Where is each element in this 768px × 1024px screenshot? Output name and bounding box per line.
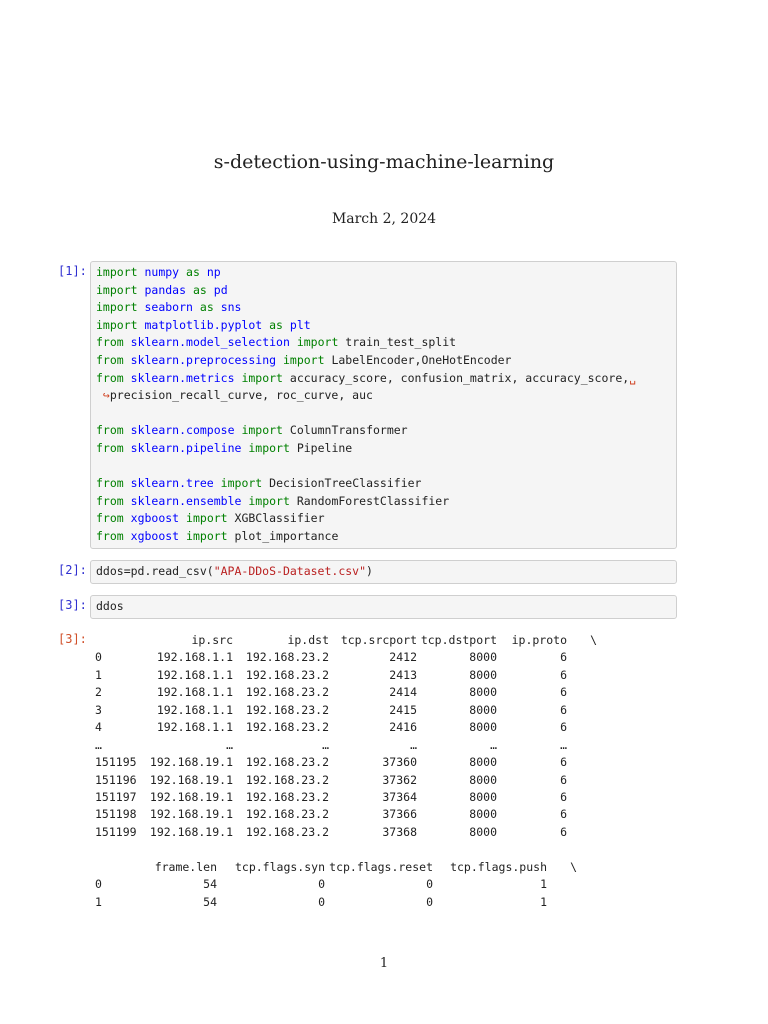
column-header: ip.src: [191, 633, 233, 647]
table-cell: 192.168.23.2: [245, 772, 329, 787]
cell-prompt: [2]:: [58, 563, 87, 577]
table-cell: 192.168.19.1: [149, 755, 233, 770]
table-cell: 192.168.1.1: [156, 702, 233, 717]
code-line: import pandas as pd: [96, 282, 228, 297]
output-prompt: [3]:: [58, 632, 87, 646]
column-header: tcp.flags.push: [450, 859, 547, 874]
table-cell: 8000: [469, 755, 497, 770]
table-cell: 0: [426, 894, 433, 909]
code-line: from xgboost import plot_importance: [96, 528, 339, 543]
table-cell: 4: [95, 720, 102, 735]
column-header: tcp.flags.reset: [329, 859, 433, 874]
table-cell: 2412: [389, 650, 417, 665]
table-cell: 6: [560, 755, 567, 770]
table-cell: …: [490, 737, 497, 752]
table-cell: 151199: [95, 824, 137, 839]
code-cell-source[interactable]: [91, 596, 676, 618]
table-row: [95, 824, 597, 841]
table-cell: 0: [95, 650, 102, 665]
table-cell: 192.168.1.1: [156, 650, 233, 665]
table-cell: 6: [560, 789, 567, 804]
code-line: from sklearn.ensemble import RandomForestClassifier: [96, 493, 450, 508]
table-cell: 8000: [469, 650, 497, 665]
code-line: from sklearn.tree import DecisionTreeClassifier: [96, 476, 422, 491]
table-row: [95, 806, 597, 823]
table-cell: 192.168.23.2: [245, 789, 329, 804]
code-cell-source[interactable]: [91, 561, 676, 583]
table-cell: 2414: [389, 685, 417, 700]
table-cell: 151196: [95, 772, 137, 787]
code-line: ↪precision_recall_curve, roc_curve, auc: [96, 388, 373, 403]
table-row: [95, 649, 597, 666]
code-line: from sklearn.model_selection import train_test_split: [96, 335, 457, 350]
table-cell: …: [560, 737, 567, 752]
table-cell: 151197: [95, 789, 137, 804]
table-cell: 8000: [469, 667, 497, 682]
document-title: s-detection-using-machine-learning: [213, 151, 555, 173]
table-cell: 3: [95, 702, 102, 717]
code-cell[interactable]: [90, 595, 677, 619]
code-line: from sklearn.metrics import accuracy_score, confusion_matrix, accuracy_score,␣: [96, 370, 637, 385]
code-line: [96, 458, 671, 476]
dataframe-output: [95, 632, 597, 911]
table-cell: 8000: [469, 807, 497, 822]
column-header: ip.dst: [287, 633, 329, 647]
table-cell: 0: [426, 877, 433, 892]
table-row: [95, 702, 597, 719]
code-line: from xgboost import XGBClassifier: [96, 511, 325, 526]
column-header: tcp.flags.syn: [234, 859, 325, 874]
column-header: [95, 859, 145, 876]
table-cell: 2416: [389, 720, 417, 735]
table-cell: 6: [560, 824, 567, 839]
table-cell: 54: [203, 877, 217, 892]
table-cell: 1: [540, 894, 547, 909]
column-header: frame.len: [154, 859, 217, 874]
table-cell: 37366: [382, 807, 417, 822]
table-cell: 8000: [469, 789, 497, 804]
table-cell: 192.168.19.1: [149, 772, 233, 787]
table-row: [95, 667, 597, 684]
table-cell: 192.168.19.1: [149, 789, 233, 804]
table-cell: 8000: [469, 720, 497, 735]
table-cell: 6: [560, 807, 567, 822]
table-cell: 0: [318, 877, 325, 892]
table-cell: …: [322, 737, 329, 752]
table-cell: 8000: [469, 772, 497, 787]
table-header-row: [95, 859, 597, 876]
table-cell: 6: [560, 772, 567, 787]
table-cell: 192.168.23.2: [245, 720, 329, 735]
table-cell: 2415: [389, 702, 417, 717]
table-cell: 6: [560, 667, 567, 682]
table-cell: 6: [560, 685, 567, 700]
table-cell: 1: [95, 894, 102, 909]
table-cell: 37368: [382, 824, 417, 839]
table-row: [95, 737, 597, 754]
column-header: ip.proto: [511, 633, 567, 647]
table-cell: 0: [95, 877, 102, 892]
table-cell: 192.168.23.2: [245, 702, 329, 717]
table-cell: 192.168.1.1: [156, 667, 233, 682]
table-cell: 1: [540, 877, 547, 892]
table-cell: 192.168.23.2: [245, 650, 329, 665]
code-cell[interactable]: [90, 560, 677, 584]
column-header: tcp.dstport: [420, 633, 497, 647]
table-cell: 8000: [469, 824, 497, 839]
table-header-row: [95, 632, 597, 649]
table-cell: 192.168.1.1: [156, 720, 233, 735]
table-cell: …: [95, 737, 102, 752]
table-cell: 151198: [95, 807, 137, 822]
table-cell: 192.168.23.2: [245, 667, 329, 682]
table-row: [95, 754, 597, 771]
table-cell: …: [226, 737, 233, 752]
dataframe-table-part-1: [95, 632, 597, 841]
code-line: import seaborn as sns: [96, 300, 242, 315]
table-row: [95, 684, 597, 701]
dataframe-table-part-2: [95, 859, 597, 911]
table-row: [95, 789, 597, 806]
table-cell: 6: [560, 650, 567, 665]
table-cell: 192.168.23.2: [245, 824, 329, 839]
column-header: \: [590, 633, 597, 647]
code-cell[interactable]: [90, 261, 677, 549]
table-cell: 37360: [382, 755, 417, 770]
code-line: from sklearn.preprocessing import LabelEncoder,OneHotEncoder: [96, 352, 512, 367]
table-cell: 192.168.19.1: [149, 807, 233, 822]
column-header: \: [570, 859, 577, 874]
code-cell-source[interactable]: [91, 262, 676, 548]
table-cell: 2: [95, 685, 102, 700]
code-line: import matplotlib.pyplot as plt: [96, 317, 311, 332]
page-number: 1: [379, 956, 389, 971]
table-cell: 192.168.23.2: [245, 685, 329, 700]
table-cell: 37362: [382, 772, 417, 787]
column-header: tcp.srcport: [340, 633, 417, 647]
table-cell: 1: [95, 667, 102, 682]
table-row: [95, 894, 597, 911]
code-line: import numpy as np: [96, 265, 221, 279]
document-date: March 2, 2024: [331, 211, 437, 227]
table-cell: 6: [560, 702, 567, 717]
table-cell: 192.168.23.2: [245, 755, 329, 770]
table-cell: 6: [560, 720, 567, 735]
column-header: [95, 632, 145, 649]
table-cell: 151195: [95, 755, 137, 770]
table-cell: …: [410, 737, 417, 752]
code-line: from sklearn.pipeline import Pipeline: [96, 440, 353, 455]
table-cell: 192.168.1.1: [156, 685, 233, 700]
table-cell: 54: [203, 894, 217, 909]
table-cell: 192.168.19.1: [149, 824, 233, 839]
table-cell: 0: [318, 894, 325, 909]
table-row: [95, 719, 597, 736]
cell-prompt: [1]:: [58, 264, 87, 278]
table-row: [95, 772, 597, 789]
table-cell: 2413: [389, 667, 417, 682]
code-line: ddos: [96, 599, 124, 613]
table-cell: 8000: [469, 702, 497, 717]
cell-prompt: [3]:: [58, 598, 87, 612]
table-cell: 8000: [469, 685, 497, 700]
table-cell: 192.168.23.2: [245, 807, 329, 822]
table-row: [95, 876, 597, 893]
code-line: ddos=pd.read_csv("APA-DDoS-Dataset.csv"): [96, 564, 373, 578]
code-line: [96, 405, 671, 423]
table-cell: 37364: [382, 789, 417, 804]
code-line: from sklearn.compose import ColumnTransformer: [96, 423, 408, 438]
